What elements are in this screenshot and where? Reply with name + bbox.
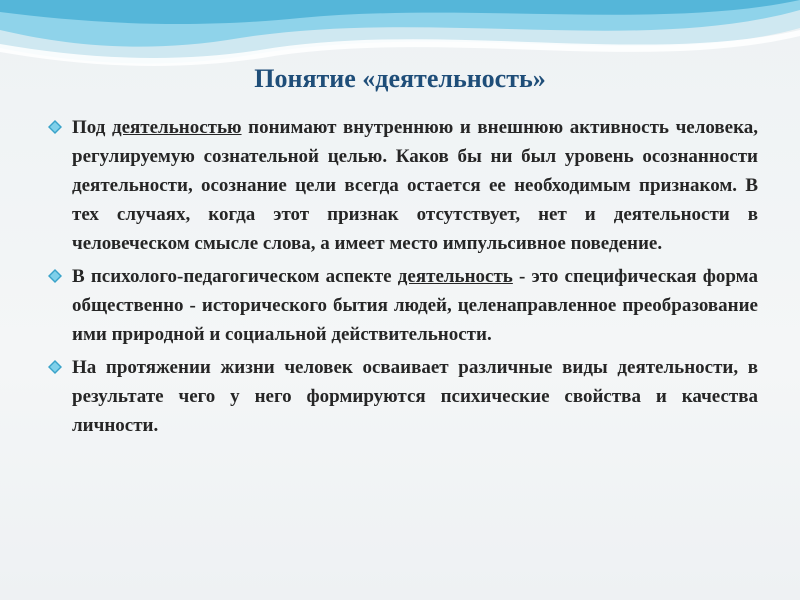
diamond-bullet-icon xyxy=(48,120,62,134)
content-list xyxy=(48,113,758,444)
term-underlined: деятельность xyxy=(397,266,513,287)
page-title: Понятие «деятельность» xyxy=(254,64,546,93)
list-item xyxy=(48,113,758,258)
item-text-start: Под xyxy=(72,117,112,138)
item-text-rest: понимают внутреннюю и внешнюю активность человека, регулируемую сознательной целью. Каков бы ни был уровень осознанности деятельности, осознание цели всегда остается ее необходимым признаком. В тех случаях, когда этот признак отсутствует, нет и деятельности в человеческом смысле слова, а имеет место импульсивное поведение. xyxy=(72,117,759,254)
list-item xyxy=(48,262,758,349)
term-underlined: деятельностью xyxy=(111,117,242,138)
list-item xyxy=(48,353,758,440)
item-text-rest: - это специфическая форма общественно - исторического бытия людей, целенаправленное преобразование ими природной и социальной действительности. xyxy=(72,266,758,345)
diamond-bullet-icon xyxy=(48,269,62,283)
diamond-bullet-icon xyxy=(48,360,62,374)
item-text: На протяжении жизни человек осваивает различные виды деятельности, в результате чего у него формируются психические свойства и качества личности. xyxy=(72,357,758,436)
item-text-start: В психолого-педагогическом аспекте xyxy=(72,266,398,287)
